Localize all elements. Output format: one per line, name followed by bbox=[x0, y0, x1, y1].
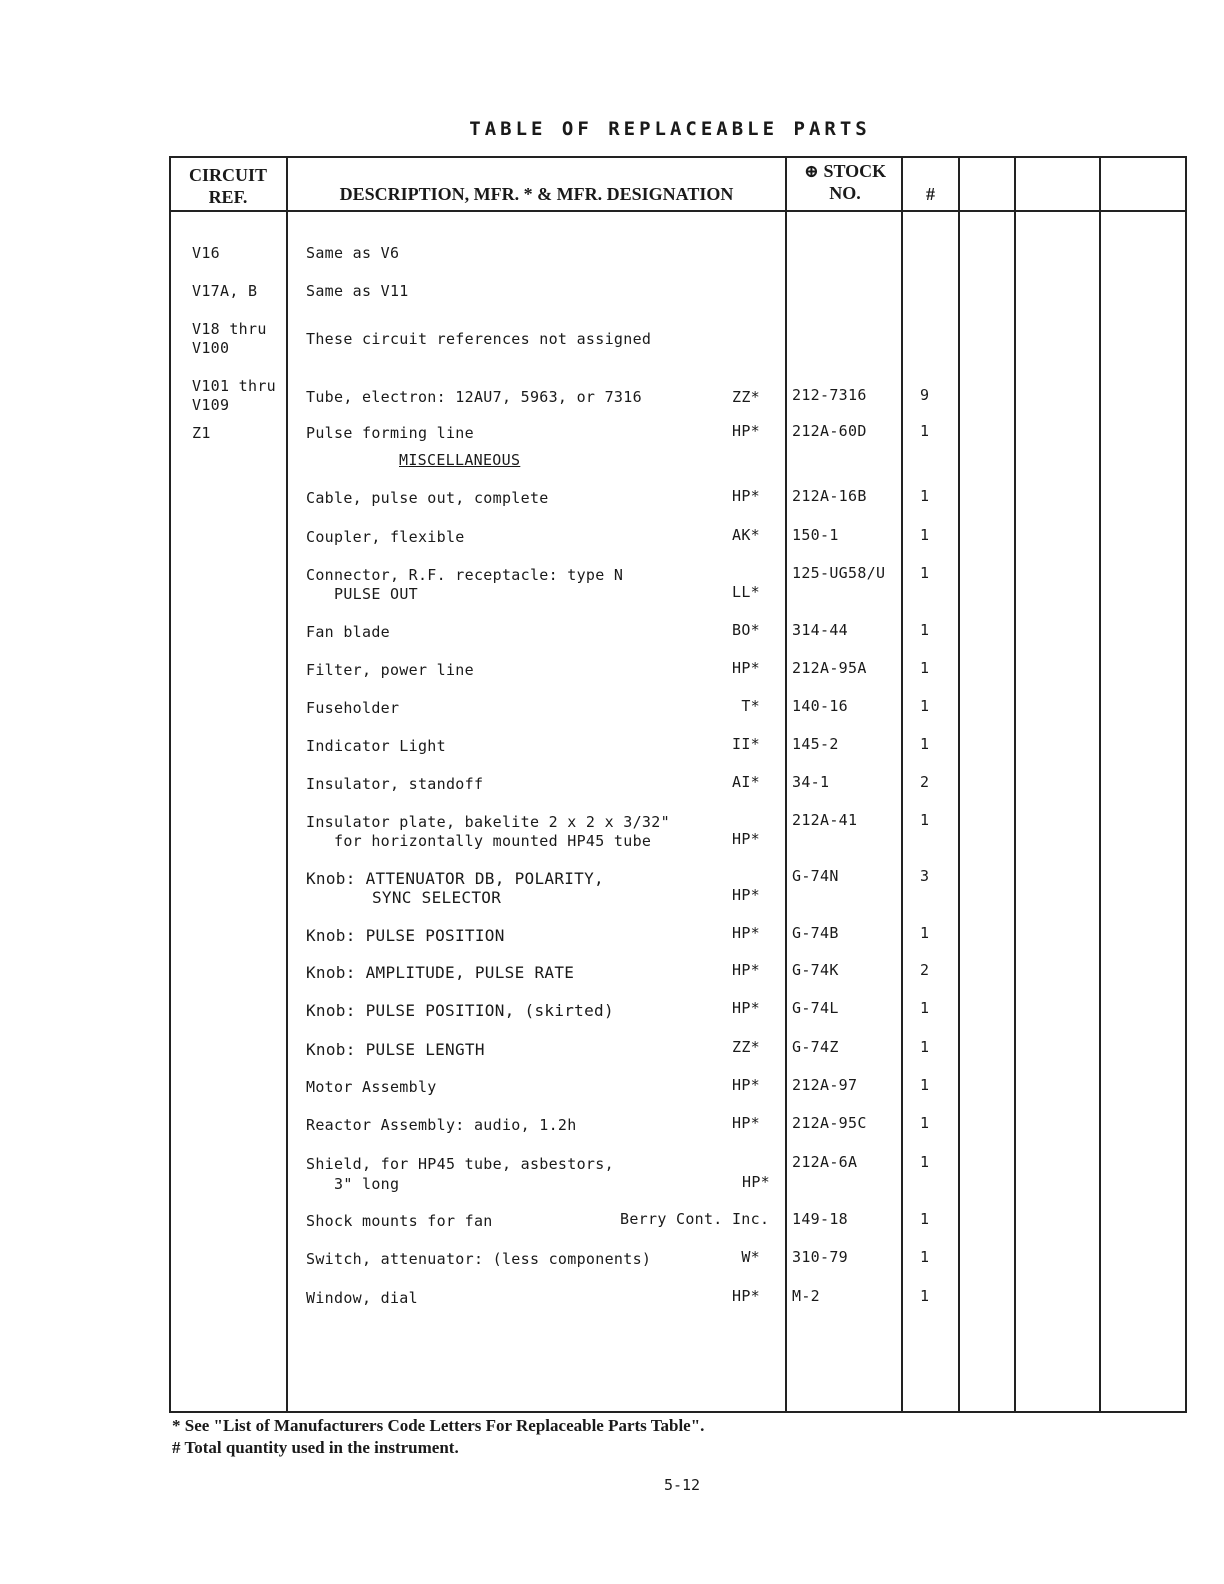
header-circuit-ref-line2: REF. bbox=[208, 187, 248, 207]
part-description: Insulator plate, bakelite 2 x 2 x 3/32" bbox=[306, 813, 670, 831]
quantity: 1 bbox=[920, 659, 930, 677]
stock-number: 212A-95A bbox=[792, 659, 867, 677]
stock-number: 140-16 bbox=[792, 697, 848, 715]
stock-number: 145-2 bbox=[792, 735, 839, 753]
part-description-continued: for horizontally mounted HP45 tube bbox=[334, 832, 652, 850]
header-stock-line1: ⊕ STOCK bbox=[803, 161, 887, 181]
part-description: Indicator Light bbox=[306, 737, 446, 755]
part-description-continued: SYNC SELECTOR bbox=[372, 888, 502, 907]
header-description: DESCRIPTION, MFR. * & MFR. DESIGNATION bbox=[339, 184, 734, 204]
part-description: Shield, for HP45 tube, asbestors, bbox=[306, 1155, 614, 1173]
circuit-ref: V101 thru bbox=[192, 377, 276, 395]
part-description: Connector, R.F. receptacle: type N bbox=[306, 566, 624, 584]
stock-number: 149-18 bbox=[792, 1210, 848, 1228]
stock-number: 34-1 bbox=[792, 773, 830, 791]
part-description: Same as V6 bbox=[306, 244, 400, 262]
manufacturer-code: HP* bbox=[732, 487, 760, 505]
stock-number: 212A-97 bbox=[792, 1076, 858, 1094]
manufacturer-code: II* bbox=[732, 735, 760, 753]
footnote-manufacturers: * See "List of Manufacturers Code Letters For Replaceable Parts Table". bbox=[172, 1416, 705, 1435]
quantity: 1 bbox=[920, 564, 930, 582]
manufacturer-code: HP* bbox=[732, 659, 760, 677]
stock-number: 212A-16B bbox=[792, 487, 867, 505]
circuit-ref-continued: V109 bbox=[192, 396, 230, 414]
manufacturer-code: Berry Cont. Inc. bbox=[620, 1210, 770, 1228]
part-description: Knob: PULSE LENGTH bbox=[306, 1040, 485, 1059]
quantity: 3 bbox=[920, 867, 930, 885]
stock-number: 212A-60D bbox=[792, 422, 867, 440]
part-description-continued: PULSE OUT bbox=[334, 585, 418, 603]
part-description: Tube, electron: 12AU7, 5963, or 7316 bbox=[306, 388, 642, 406]
manufacturer-code: LL* bbox=[732, 583, 760, 601]
quantity: 1 bbox=[920, 1076, 930, 1094]
part-description: Knob: PULSE POSITION bbox=[306, 926, 505, 945]
stock-number: G-74N bbox=[792, 867, 839, 885]
quantity: 1 bbox=[920, 487, 930, 505]
page-number: 5-12 bbox=[663, 1476, 701, 1494]
manufacturer-code: T* bbox=[741, 697, 760, 715]
manufacturer-code: AK* bbox=[732, 526, 760, 544]
part-description: Window, dial bbox=[306, 1289, 418, 1307]
quantity: 1 bbox=[920, 999, 930, 1017]
quantity: 1 bbox=[920, 621, 930, 639]
quantity: 1 bbox=[920, 1038, 930, 1056]
part-description: Fuseholder bbox=[306, 699, 400, 717]
column-divider bbox=[1099, 156, 1101, 1413]
quantity: 1 bbox=[920, 422, 930, 440]
column-divider bbox=[958, 156, 960, 1413]
circuit-ref: V16 bbox=[192, 244, 220, 262]
stock-number: G-74L bbox=[792, 999, 839, 1017]
manufacturer-code: HP* bbox=[732, 886, 760, 904]
stock-number: 212A-41 bbox=[792, 811, 858, 829]
stock-number: M-2 bbox=[792, 1287, 820, 1305]
column-divider bbox=[286, 156, 288, 1413]
footnote-quantity: # Total quantity used in the instrument. bbox=[172, 1438, 459, 1457]
manufacturer-code: ZZ* bbox=[732, 1038, 760, 1056]
part-description: Switch, attenuator: (less components) bbox=[306, 1250, 652, 1268]
stock-number: 310-79 bbox=[792, 1248, 848, 1266]
quantity: 1 bbox=[920, 1248, 930, 1266]
quantity: 2 bbox=[920, 773, 930, 791]
quantity: 1 bbox=[920, 526, 930, 544]
manufacturer-code: HP* bbox=[732, 1076, 760, 1094]
part-description: Coupler, flexible bbox=[306, 528, 465, 546]
stock-number: 150-1 bbox=[792, 526, 839, 544]
manufacturer-code: BO* bbox=[732, 621, 760, 639]
part-description: Shock mounts for fan bbox=[306, 1212, 493, 1230]
stock-number: 314-44 bbox=[792, 621, 848, 639]
stock-number: 212A-95C bbox=[792, 1114, 867, 1132]
header-stock-no bbox=[790, 160, 900, 204]
part-description: Reactor Assembly: audio, 1.2h bbox=[306, 1116, 577, 1134]
quantity: 1 bbox=[920, 1114, 930, 1132]
manufacturer-code: HP* bbox=[742, 1173, 770, 1191]
stock-number: G-74B bbox=[792, 924, 839, 942]
column-divider bbox=[1014, 156, 1016, 1413]
part-description: Fan blade bbox=[306, 623, 390, 641]
manufacturer-code: HP* bbox=[732, 1287, 760, 1305]
part-description: Insulator, standoff bbox=[306, 775, 484, 793]
part-description: Motor Assembly bbox=[306, 1078, 437, 1096]
quantity: 1 bbox=[920, 1287, 930, 1305]
stock-number: G-74K bbox=[792, 961, 839, 979]
circuit-ref-continued: V100 bbox=[192, 339, 230, 357]
header-stock-line2: NO. bbox=[829, 183, 861, 203]
part-description: Knob: PULSE POSITION, (skirted) bbox=[306, 1001, 614, 1020]
section-heading: MISCELLANEOUS bbox=[399, 451, 521, 469]
manufacturer-code: HP* bbox=[732, 961, 760, 979]
stock-number: 212A-6A bbox=[792, 1153, 858, 1171]
stock-number: 212-7316 bbox=[792, 386, 867, 404]
manufacturer-code: W* bbox=[741, 1248, 760, 1266]
quantity: 2 bbox=[920, 961, 930, 979]
manufacturer-code: AI* bbox=[732, 773, 760, 791]
quantity: 1 bbox=[920, 735, 930, 753]
circuit-ref: Z1 bbox=[192, 424, 211, 442]
part-description-continued: 3" long bbox=[334, 1175, 400, 1193]
quantity: 1 bbox=[920, 924, 930, 942]
manufacturer-code: HP* bbox=[732, 422, 760, 440]
page-title: TABLE OF REPLACEABLE PARTS bbox=[469, 118, 871, 140]
circuit-ref: V18 thru bbox=[192, 320, 267, 338]
manufacturer-code: ZZ* bbox=[732, 388, 760, 406]
part-description: Knob: ATTENUATOR DB, POLARITY, bbox=[306, 869, 604, 888]
quantity: 1 bbox=[920, 811, 930, 829]
part-description: Pulse forming line bbox=[306, 424, 474, 442]
part-description: Filter, power line bbox=[306, 661, 474, 679]
header-circuit-ref bbox=[172, 164, 284, 208]
column-divider bbox=[785, 156, 787, 1413]
stock-number: 125-UG58/U bbox=[792, 564, 886, 582]
column-divider bbox=[901, 156, 903, 1413]
manufacturer-code: HP* bbox=[732, 924, 760, 942]
part-description: Same as V11 bbox=[306, 282, 409, 300]
manufacturer-code: HP* bbox=[732, 1114, 760, 1132]
quantity: 1 bbox=[920, 1153, 930, 1171]
quantity: 9 bbox=[920, 386, 930, 404]
circuit-ref: V17A, B bbox=[192, 282, 258, 300]
part-description: Cable, pulse out, complete bbox=[306, 489, 549, 507]
manufacturer-code: HP* bbox=[732, 830, 760, 848]
quantity: 1 bbox=[920, 1210, 930, 1228]
header-divider bbox=[169, 210, 1187, 212]
part-description: These circuit references not assigned bbox=[306, 330, 652, 348]
header-circuit-ref-line1: CIRCUIT bbox=[188, 165, 267, 185]
stock-number: G-74Z bbox=[792, 1038, 839, 1056]
part-description: Knob: AMPLITUDE, PULSE RATE bbox=[306, 963, 575, 982]
manufacturer-code: HP* bbox=[732, 999, 760, 1017]
header-quantity: # bbox=[926, 184, 935, 204]
quantity: 1 bbox=[920, 697, 930, 715]
